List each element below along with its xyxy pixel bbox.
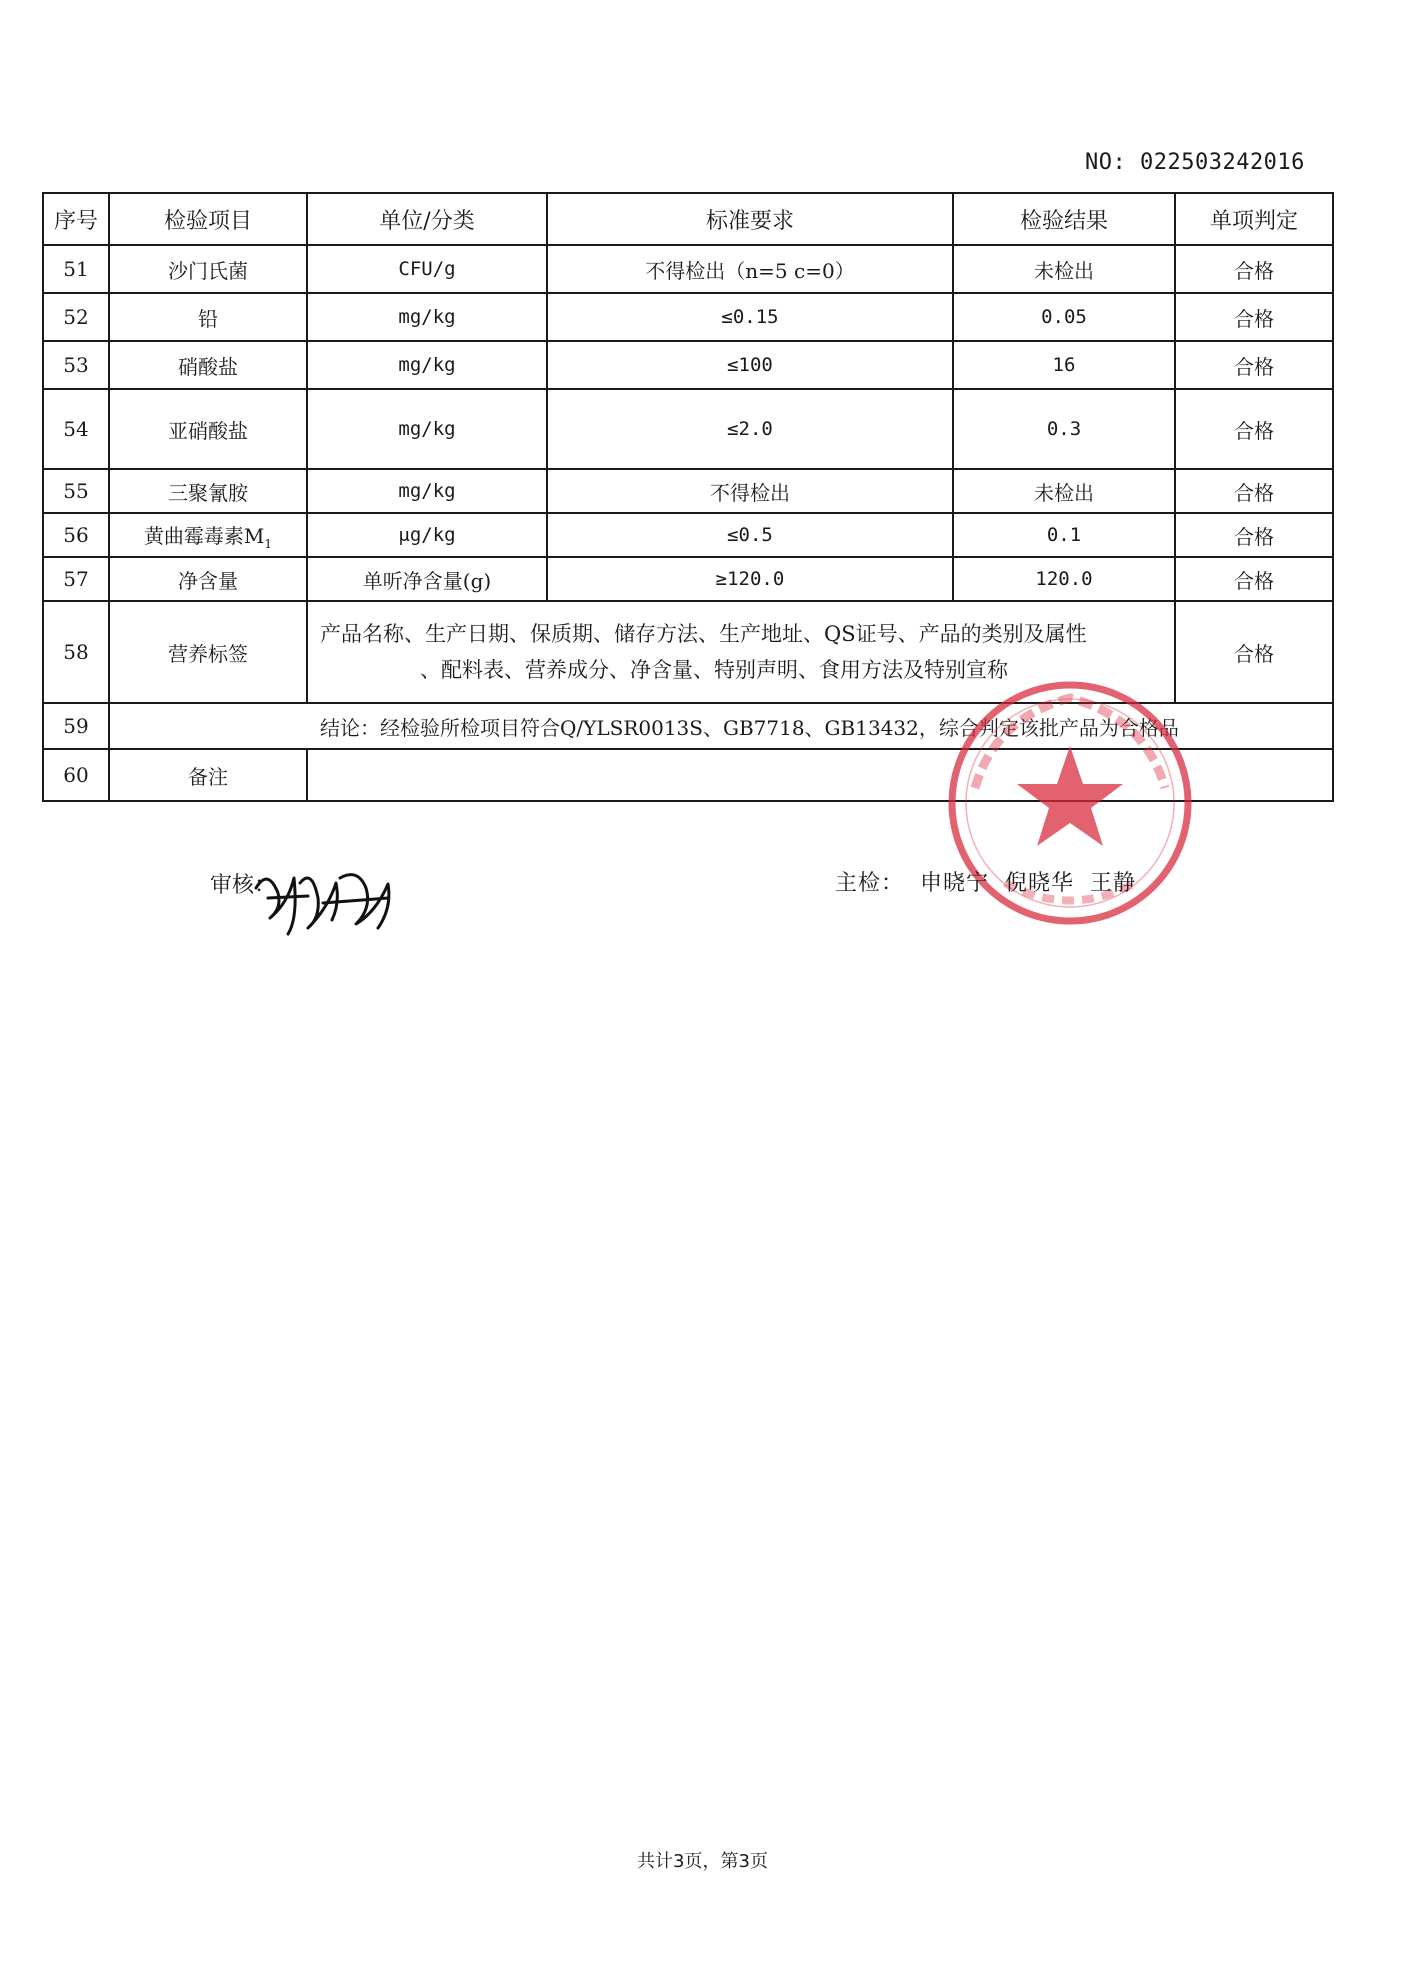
header-result: 检验结果 (953, 193, 1175, 245)
row-unit: mg/kg (307, 341, 547, 389)
inspector-name: 王静 (1090, 871, 1137, 896)
inspector-name: 倪晓华 (1005, 871, 1075, 896)
row-seq: 56 (43, 513, 109, 557)
row-unit: 单听净含量(g) (307, 557, 547, 601)
row-unit: mg/kg (307, 389, 547, 469)
reviewer-signature (248, 848, 398, 938)
row-verdict: 合格 (1175, 469, 1333, 513)
row-verdict: 合格 (1175, 245, 1333, 293)
page-footer: 共计3页，第3页 (637, 1851, 768, 1872)
table-row (43, 469, 1333, 513)
row-seq: 52 (43, 293, 109, 341)
row-item-text: 黄曲霉毒素M (143, 523, 265, 548)
row-seq: 51 (43, 245, 109, 293)
row-verdict: 合格 (1175, 513, 1333, 557)
conclusion-text: 结论：经检验所检项目符合Q/YLSR0013S、GB7718、GB13432，综合判定该批产品为合格品 (109, 703, 1333, 749)
row-result: 16 (953, 341, 1175, 389)
row-item-subscript: 1 (264, 536, 273, 551)
row-standard: ≤100 (547, 341, 953, 389)
row-verdict: 合格 (1175, 601, 1333, 703)
row-seq: 53 (43, 341, 109, 389)
row-seq: 59 (43, 703, 109, 749)
header-item: 检验项目 (109, 193, 307, 245)
row-item: 沙门氏菌 (109, 245, 307, 293)
row-verdict: 合格 (1175, 341, 1333, 389)
row-standard: ≥120.0 (547, 557, 953, 601)
header-standard: 标准要求 (547, 193, 953, 245)
row-unit: μg/kg (307, 513, 547, 557)
table-row (43, 513, 1333, 557)
row-standard: ≤0.15 (547, 293, 953, 341)
table-row-remarks (43, 749, 1333, 801)
row-standard: ≤2.0 (547, 389, 953, 469)
row-result: 120.0 (953, 557, 1175, 601)
row-item: 亚硝酸盐 (109, 389, 307, 469)
row-result: 0.05 (953, 293, 1175, 341)
nutrition-label-line-1: 产品名称、生产日期、保质期、储存方法、生产地址、QS证号、产品的类别及属性 (320, 622, 1087, 646)
table-row (43, 557, 1333, 601)
table-row (43, 245, 1333, 293)
inspection-results-table (42, 192, 1334, 802)
row-item: 备注 (109, 749, 307, 801)
inspectors (835, 866, 1144, 897)
row-unit: CFU/g (307, 245, 547, 293)
row-verdict: 合格 (1175, 557, 1333, 601)
row-verdict: 合格 (1175, 389, 1333, 469)
row-item: 营养标签 (109, 601, 307, 703)
reviewer-label: 审核： (210, 873, 277, 898)
row-unit: mg/kg (307, 293, 547, 341)
row-result: 未检出 (953, 245, 1175, 293)
header-verdict: 单项判定 (1175, 193, 1333, 245)
row-result: 0.1 (953, 513, 1175, 557)
row-result: 0.3 (953, 389, 1175, 469)
table-header-row (43, 193, 1333, 245)
row-seq: 57 (43, 557, 109, 601)
row-item: 铅 (109, 293, 307, 341)
row-item: 三聚氰胺 (109, 469, 307, 513)
nutrition-label-line-2: 、配料表、营养成分、净含量、特别声明、食用方法及特别宣称 (420, 658, 1008, 682)
header-seq: 序号 (43, 193, 109, 245)
row-standard: 不得检出（n=5 c=0） (547, 245, 953, 293)
row-seq: 58 (43, 601, 109, 703)
inspector-label: 主检： (835, 871, 905, 896)
table-row (43, 341, 1333, 389)
nutrition-label-requirements (307, 601, 1175, 703)
row-result: 未检出 (953, 469, 1175, 513)
table-row-nutrition-label (43, 601, 1333, 703)
row-unit: mg/kg (307, 469, 547, 513)
row-standard: 不得检出 (547, 469, 953, 513)
row-seq: 54 (43, 389, 109, 469)
header-unit: 单位/分类 (307, 193, 547, 245)
remarks-value (307, 749, 1333, 801)
report-number: NO: 022503242016 (1085, 150, 1305, 175)
row-standard: ≤0.5 (547, 513, 953, 557)
row-item: 净含量 (109, 557, 307, 601)
row-seq: 60 (43, 749, 109, 801)
inspector-name: 申晓宁 (920, 871, 990, 896)
row-item: 硝酸盐 (109, 341, 307, 389)
row-item (109, 513, 307, 557)
row-seq: 55 (43, 469, 109, 513)
table-row-conclusion (43, 703, 1333, 749)
table-row (43, 389, 1333, 469)
table-row (43, 293, 1333, 341)
row-verdict: 合格 (1175, 293, 1333, 341)
